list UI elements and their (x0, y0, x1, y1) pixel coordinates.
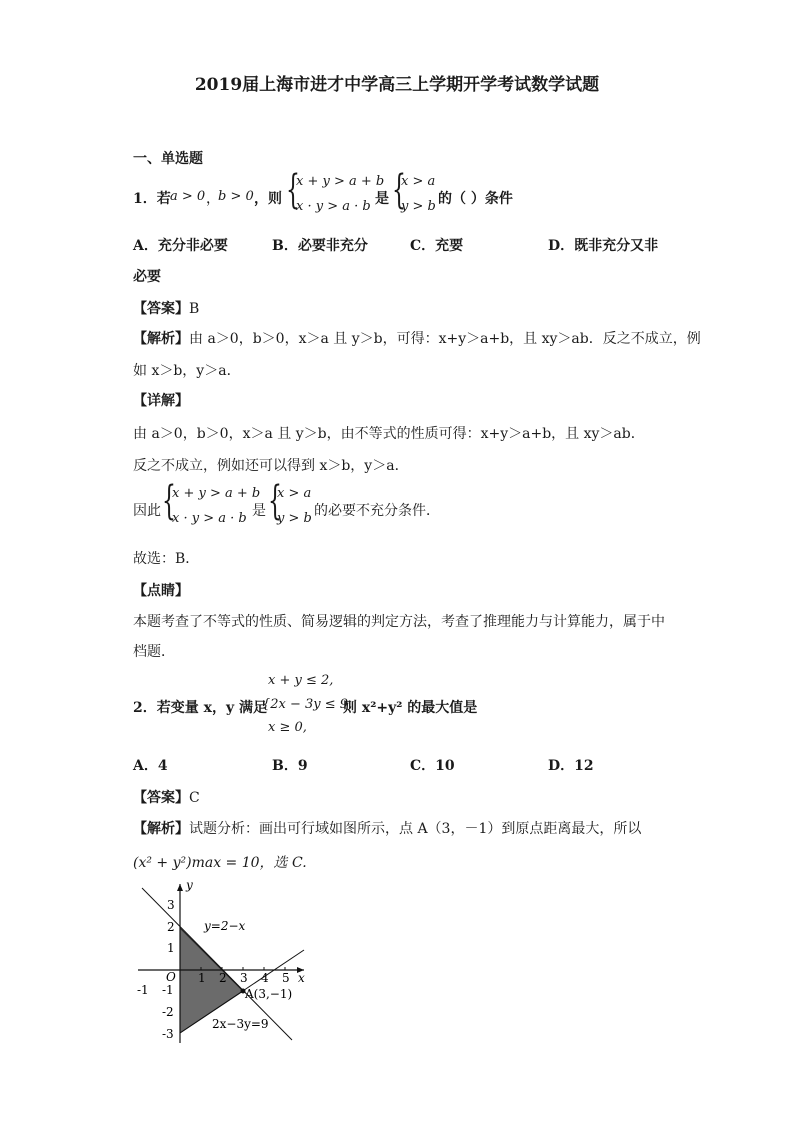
q1-choose: 故选：B． (133, 551, 200, 567)
q2-analysis-line-2: (x² + y²)max = 10，选 C. (133, 855, 307, 871)
q2-stem-prefix: 2．若变量 x，y 满足 (133, 700, 267, 716)
line-2-label: 2x−3y=9 (212, 1017, 269, 1031)
q1-detail-sys2-line1: x > a (277, 486, 312, 501)
q1-detail-sys1-line1: x + y > a + b (172, 486, 261, 501)
q1-stem-prefix: 1．若 (133, 191, 171, 207)
q2-answer-value: C (189, 790, 200, 806)
q1-analysis-line-2: 如 x＞b，y＞a． (133, 363, 241, 379)
y-tick-neg-3: -3 (162, 1027, 174, 1041)
y-tick-neg-2: -2 (162, 1005, 174, 1019)
q1-option-a[interactable]: A．充分非必要 (133, 238, 228, 254)
q1-then: ，则 (254, 191, 282, 207)
q1-sys2-line1: x > a (401, 174, 436, 189)
x-tick-2: 2 (219, 971, 227, 985)
q2-sys-line-2: {2x − 3y ≤ 9, (262, 697, 353, 712)
q1-option-c[interactable]: C．充要 (410, 238, 464, 254)
q2-analysis-text-1: 试题分析：画出可行域如图所示，点 A（3，－1）到原点距离最大，所以 (189, 821, 642, 837)
q1-answer-row (133, 298, 199, 318)
x-tick-3: 3 (240, 971, 248, 985)
q1-brace-left: { (286, 167, 300, 213)
y-tick-3: 3 (167, 898, 175, 912)
q1-detail-line-1: 由 a＞0，b＞0，x＞a 且 y＞b，由不等式的性质可得：x+y＞a+b，且 xy＞ab． (133, 426, 645, 442)
q1-cond-a: a > 0 (170, 189, 206, 204)
q1-sys1-line2: x · y > a · b (296, 199, 371, 214)
x-tick-5: 5 (282, 971, 290, 985)
y-axis-label: y (186, 878, 193, 892)
q1-option-b[interactable]: B．必要非充分 (272, 238, 368, 254)
q1-detail-therefore: 因此 (133, 503, 161, 519)
line-1-label: y=2−x (204, 919, 246, 933)
q1-cond-b: b > 0 (218, 189, 254, 204)
q2-option-c[interactable]: C．10 (410, 758, 455, 774)
q1-detail-sys2-line2: y > b (277, 511, 312, 526)
q1-sys1-line1: x + y > a + b (296, 174, 385, 189)
q1-comment-line-1: 本题考查了不等式的性质、简易逻辑的判定方法，考查了推理能力与计算能力，属于中 (133, 614, 665, 630)
q1-is: 是 (375, 191, 389, 207)
x-tick-4: 4 (261, 971, 269, 985)
q1-analysis-text-1: 由 a＞0，b＞0，x＞a 且 y＞b，可得：x+y＞a+b，且 xy＞ab．反之不成立，例 (189, 331, 701, 347)
y-tick-2: 2 (167, 920, 175, 934)
answer-tag: 【答案】 (133, 301, 189, 317)
analysis-tag: 【解析】 (133, 821, 189, 837)
q1-analysis-line-1 (133, 328, 701, 348)
q1-comment-line-2: 档题． (133, 644, 175, 660)
answer-tag: 【答案】 (133, 790, 189, 806)
q1-option-d[interactable]: D．既非充分又非 (548, 238, 659, 254)
q2-option-a[interactable]: A．4 (133, 758, 168, 774)
q2-analysis-line-1 (133, 818, 641, 838)
q1-tail: 的（ ）条件 (438, 191, 513, 207)
page-title: 2019届上海市进才中学高三上学期开学考试数学试题 (194, 75, 600, 95)
q1-detail-brace-right: { (268, 478, 282, 524)
q2-option-d[interactable]: D．12 (548, 758, 594, 774)
detail-tag: 【详解】 (133, 393, 189, 409)
q1-detail-line-2: 反之不成立，例如还可以得到 x＞b，y＞a． (133, 458, 409, 474)
q1-detail-sys1-line2: x · y > a · b (172, 511, 247, 526)
q1-option-d-continued: 必要 (133, 269, 161, 285)
q2-stem-suffix: 则 x²+y² 的最大值是 (343, 700, 478, 716)
q2-option-b[interactable]: B．9 (272, 758, 308, 774)
x-axis-label: x (298, 971, 305, 985)
q1-detail-brace-left: { (162, 478, 176, 524)
x-tick-1: 1 (198, 971, 206, 985)
y-axis-arrow (177, 884, 183, 891)
q2-answer-row (133, 787, 200, 807)
y-tick-1: 1 (167, 941, 175, 955)
q1-sys2-line2: y > b (401, 199, 436, 214)
q1-answer-value: B (189, 301, 200, 317)
comment-tag: 【点睛】 (133, 583, 189, 599)
q1-separator: ， (206, 191, 220, 207)
q1-detail-conclusion: 的必要不充分条件． (314, 503, 440, 519)
section-heading: 一、单选题 (133, 151, 203, 167)
y-tick-neg-1: -1 (162, 983, 174, 997)
q2-sys-line-1: x + y ≤ 2, (268, 673, 334, 688)
point-a-label: A(3,−1) (245, 987, 293, 1001)
analysis-tag: 【解析】 (133, 331, 189, 347)
q1-brace-right: { (392, 167, 406, 213)
q2-sys-line-3: x ≥ 0, (268, 720, 307, 735)
origin-label: O (166, 970, 176, 984)
q1-detail-is: 是 (252, 503, 266, 519)
x-tick-neg-1: -1 (137, 983, 149, 997)
feasible-region-figure (132, 878, 312, 1048)
